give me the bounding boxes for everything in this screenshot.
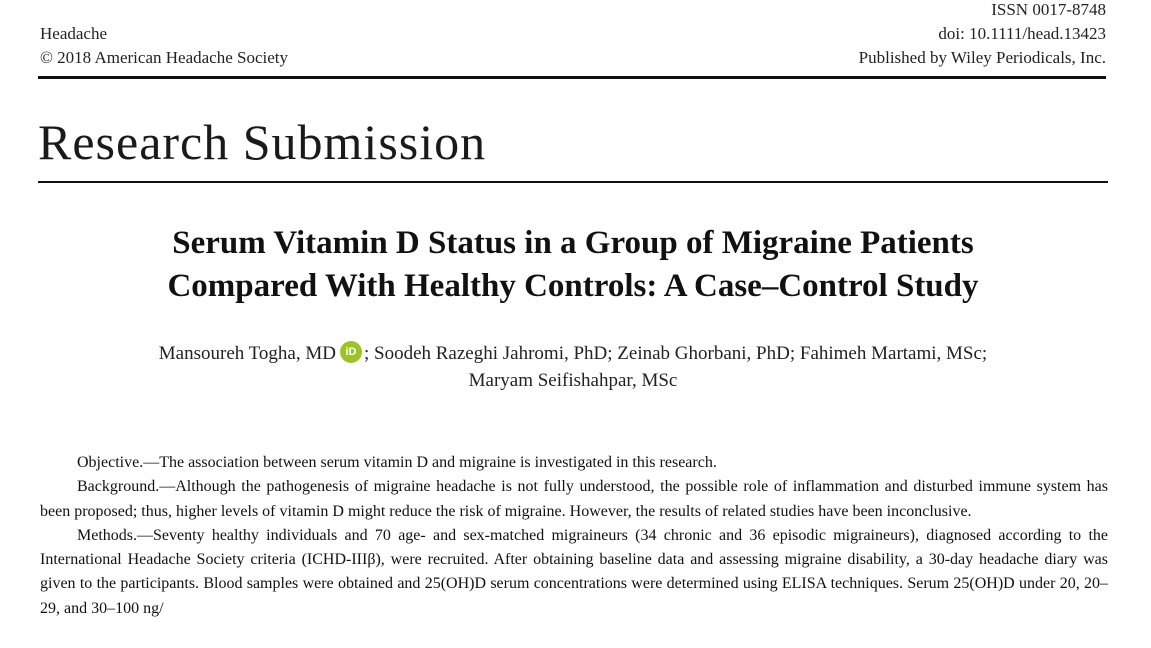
author-name-first: Mansoureh Togha, MD — [158, 343, 336, 364]
objective-label: Objective.— — [77, 454, 160, 471]
journal-header-left — [40, 22, 288, 70]
copyright-line: © 2018 American Headache Society — [40, 48, 288, 67]
abstract-background — [40, 475, 1108, 524]
author-line-2: Maryam Seifishahpar, MSc — [468, 370, 678, 391]
article-title — [38, 222, 1108, 308]
abstract — [40, 451, 1108, 621]
abstract-methods — [40, 524, 1108, 621]
article-title-line-2: Compared With Healthy Controls: A Case–Control Study — [167, 268, 979, 304]
section-title: Research Submission — [38, 114, 487, 170]
author-line-1 — [38, 340, 1108, 367]
author-list — [38, 340, 1108, 394]
background-text: Although the pathogenesis of migraine headache is not fully understood, the possible role of inflammation and disturbed immune system has been proposed; thus, higher levels of vitamin D might reduce the risk of migraine. However, the results of related studies have been inconclusive. — [40, 478, 1108, 520]
background-label: Background.— — [77, 478, 176, 496]
doi-line: doi: 10.1111/head.13423 — [938, 24, 1106, 43]
objective-text: The association between serum vitamin D and migraine is investigated in this research. — [159, 454, 717, 471]
article-title-line-1: Serum Vitamin D Status in a Group of Migraine Patients — [172, 225, 974, 261]
abstract-objective — [40, 451, 1108, 475]
journal-header-right — [859, 0, 1106, 70]
journal-name: Headache — [40, 24, 108, 43]
header-divider — [38, 76, 1106, 79]
author-names-rest: ; Soodeh Razeghi Jahromi, PhD; Zeinab Ghorbani, PhD; Fahimeh Martami, MSc; — [363, 343, 988, 364]
methods-label: Methods.— — [77, 526, 153, 544]
issn-line: ISSN 0017-8748 — [991, 0, 1106, 19]
section-divider — [38, 181, 1108, 183]
methods-text: Seventy healthy individuals and 70 age- and sex-matched migraineurs (34 chronic and 36 episodic migraineurs), diagnosed according to the International Headache Society criteria (ICHD-IIIβ), were recruited. After obtaining baseline data and assessing migraine disability, a 30-day headache diary was given to the participants. Blood samples were obtained and 25(OH)D serum concentrations were determined using ELISA techniques. Serum 25(OH)D under 20, 20–29, and 30–100 ng/ — [40, 526, 1108, 617]
orcid-icon[interactable]: iD — [340, 341, 362, 363]
publisher-line: Published by Wiley Periodicals, Inc. — [858, 48, 1106, 67]
